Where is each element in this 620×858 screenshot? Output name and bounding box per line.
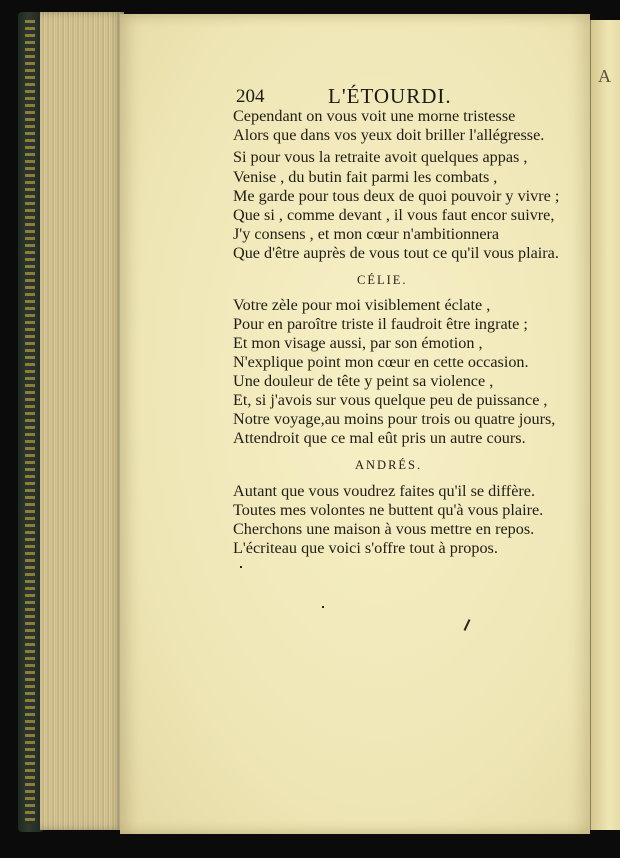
ink-dot: [322, 606, 324, 608]
page-edges: [40, 12, 124, 830]
verse-line: Si pour vous la retraite avoit quelques appas ,: [233, 148, 528, 166]
ink-dot: [240, 566, 242, 568]
verse-line: Cependant on vous voit une morne tristesse: [233, 107, 516, 125]
verse-line: Attendroit que ce mal eût pris un autre cours.: [233, 429, 526, 447]
facing-page-text: A: [598, 66, 611, 86]
verse-line: Toutes mes volontes ne buttent qu'à vous plaire.: [233, 501, 544, 519]
facing-page: [590, 20, 620, 830]
verse-line: Et mon visage aussi, par son émotion ,: [233, 334, 483, 352]
verse-line: Une douleur de tête y peint sa violence ,: [233, 372, 494, 390]
verse-line: L'écriteau que voici s'offre tout à propos.: [233, 539, 498, 557]
verse-line: Me garde pour tous deux de quoi pouvoir y vivre ;: [233, 187, 560, 205]
verse-line: Notre voyage,au moins pour trois ou quatre jours,: [233, 410, 556, 428]
page-number: 204: [236, 86, 265, 107]
verse-line: Autant que vous voudrez faites qu'il se diffère.: [233, 482, 535, 500]
verse-line: N'explique point mon cœur en cette occasion.: [233, 353, 529, 371]
verse-line: Et, si j'avois sur vous quelque peu de puissance ,: [233, 391, 548, 409]
speaker-name: CÉLIE.: [357, 273, 408, 287]
verse-line: Pour en paroître triste il faudroit être ingrate ;: [233, 315, 528, 333]
running-title: L'ÉTOURDI.: [328, 84, 452, 108]
verse-line: Que d'être auprès de vous tout ce qu'il vous plaira.: [233, 244, 559, 262]
speaker-name: ANDRÉS.: [355, 458, 423, 472]
verse-line: Venise , du butin fait parmi les combats ,: [233, 168, 498, 186]
verse-line: J'y consens , et mon cœur n'ambitionnera: [233, 225, 500, 243]
verse-line: Cherchons une maison à vous mettre en repos.: [233, 520, 535, 538]
verse-line: Votre zèle pour moi visiblement éclate ,: [233, 296, 491, 314]
verse-line: Que si , comme devant , il vous faut encor suivre,: [233, 206, 555, 224]
verse-line: Alors que dans vos yeux doit briller l'allégresse.: [233, 126, 545, 144]
